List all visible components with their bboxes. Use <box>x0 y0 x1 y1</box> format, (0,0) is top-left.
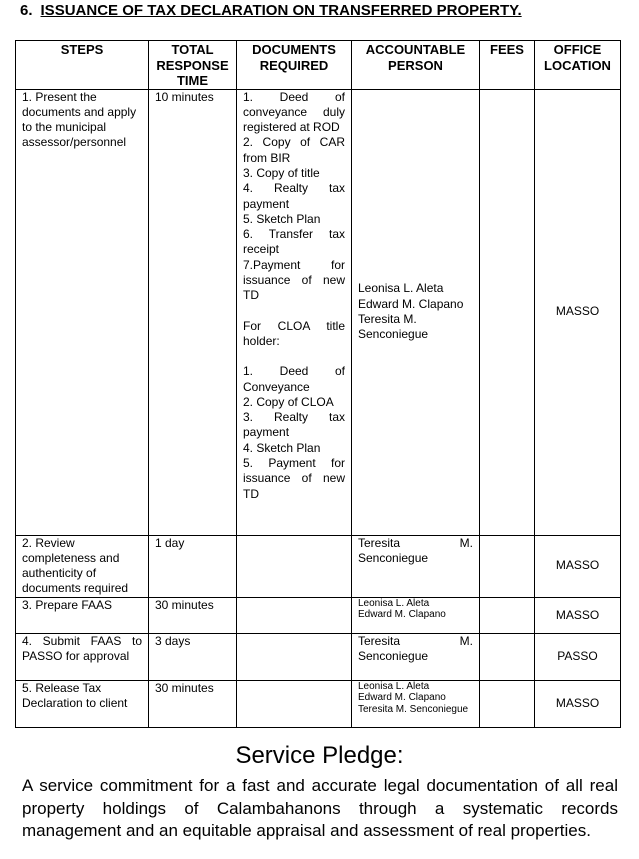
doc-item: 6. Transfer tax receipt <box>243 227 345 257</box>
header-time: TOTAL RESPONSE TIME <box>149 41 237 90</box>
docs-cell <box>237 535 352 597</box>
person-name: Leonisa L. Aleta <box>358 680 430 692</box>
cloa-doc-item: 4. Sketch Plan <box>243 440 321 455</box>
table-row <box>16 89 621 535</box>
header-fees: FEES <box>480 41 535 90</box>
cloa-heading: For CLOA title holder: <box>243 318 345 348</box>
person-name: Edward M. Clapano <box>358 692 446 704</box>
person-cell <box>352 597 480 633</box>
person-cell <box>352 89 480 535</box>
office-cell: PASSO <box>535 633 621 680</box>
header-docs: DOCUMENTS REQUIRED <box>237 41 352 90</box>
person-name: Teresita M. Senconiegue <box>358 703 469 715</box>
time-cell: 3 days <box>149 633 237 680</box>
person-name: Edward M. Clapano <box>358 609 446 621</box>
fees-cell <box>480 633 535 680</box>
table-row <box>16 680 621 727</box>
procedure-table <box>15 40 621 728</box>
doc-item: 1. Deed of conveyance duly registered at ROD <box>243 89 345 135</box>
docs-cell <box>237 680 352 727</box>
cloa-doc-item: 2. Copy of CLOA <box>243 394 334 409</box>
table-header-row <box>16 41 621 90</box>
person-cell <box>352 633 480 680</box>
doc-item: 2. Copy of CAR from BIR <box>243 135 345 165</box>
step-cell: 1. Present the documents and apply to the municipal assessor/personnel <box>16 89 149 535</box>
person-cell <box>352 680 480 727</box>
office-cell: MASSO <box>535 89 621 535</box>
office-cell: MASSO <box>535 535 621 597</box>
doc-item: 3. Copy of title <box>243 165 320 180</box>
cloa-doc-item: 3. Realty tax payment <box>243 410 345 440</box>
step-cell: 2. Review completeness and authenticity of documents required <box>16 535 149 597</box>
section-number: 6. <box>20 2 33 19</box>
fees-cell <box>480 535 535 597</box>
doc-item: 7.Payment for issuance of new TD <box>243 257 345 303</box>
person-name: Teresita M. Senconiegue <box>358 535 473 565</box>
section-title-text: ISSUANCE OF TAX DECLARATION ON TRANSFERRED PROPERTY. <box>40 2 522 19</box>
time-cell: 30 minutes <box>149 597 237 633</box>
table-row <box>16 633 621 680</box>
step-cell: 4. Submit FAAS to PASSO for approval <box>16 633 149 680</box>
person-name: Leonisa L. Aleta <box>358 597 430 609</box>
time-cell: 1 day <box>149 535 237 597</box>
person-name: Teresita M. Senconiegue <box>358 633 473 663</box>
cloa-doc-item: 5. Payment for issuance of new TD <box>243 456 345 501</box>
docs-cell <box>237 597 352 633</box>
table-row <box>16 535 621 597</box>
docs-cell <box>237 89 352 535</box>
cloa-doc-item: 1. Deed of Conveyance <box>243 364 345 394</box>
doc-item: 4. Realty tax payment <box>243 181 345 211</box>
table-row <box>16 597 621 633</box>
service-pledge-heading: Service Pledge: <box>235 742 404 769</box>
doc-item: 5. Sketch Plan <box>243 211 321 226</box>
office-cell: MASSO <box>535 597 621 633</box>
time-cell: 30 minutes <box>149 680 237 727</box>
fees-cell <box>480 680 535 727</box>
office-cell: MASSO <box>535 680 621 727</box>
person-name: Edward M. Clapano <box>358 296 464 311</box>
step-cell: 5. Release Tax Declaration to client <box>16 680 149 727</box>
person-name: Teresita M. Senconiegue <box>358 312 429 342</box>
section-title <box>20 2 522 19</box>
person-cell <box>352 535 480 597</box>
service-pledge-body: A service commitment for a fast and accurate legal documentation of all real property holdings of Calambahanons through a systematic records management and an equitable appraisal and assessment of real properties. <box>22 776 618 840</box>
fees-cell <box>480 89 535 535</box>
fees-cell <box>480 597 535 633</box>
header-office: OFFICE LOCATION <box>535 41 621 90</box>
time-cell: 10 minutes <box>149 89 237 535</box>
step-cell: 3. Prepare FAAS <box>16 597 149 633</box>
header-steps: STEPS <box>16 41 149 90</box>
docs-cell <box>237 633 352 680</box>
header-person: ACCOUNTABLE PERSON <box>352 41 480 90</box>
person-name: Leonisa L. Aleta <box>358 281 444 296</box>
